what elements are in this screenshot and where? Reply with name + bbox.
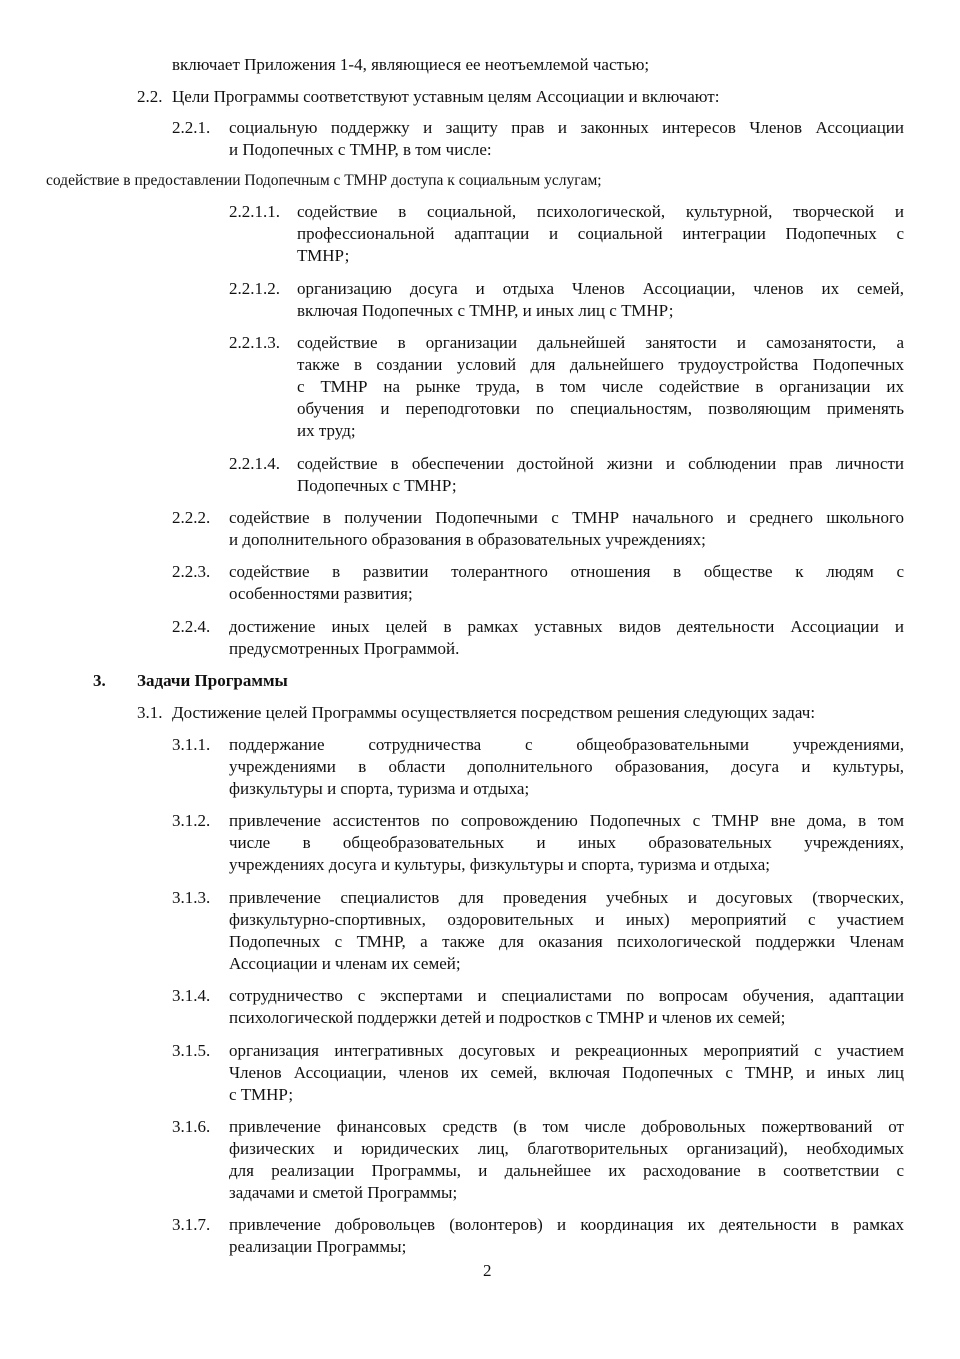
item-number: 2.2.1.3. [229, 333, 280, 352]
text-line: социальную поддержку и защиту прав и законных интересов Членов Ассоциации [229, 118, 904, 137]
item-2-2-1-text [229, 117, 904, 161]
item-number: 2.2.1. [172, 118, 211, 137]
item-3-1-5-text [229, 1040, 904, 1106]
section-3-number: 3. [93, 671, 106, 690]
text-line: также в создании условий для дальнейшего трудоустройства Подопечных [297, 355, 904, 374]
section-2-2-text: Цели Программы соответствуют уставным целям Ассоциации и включают: [172, 87, 720, 106]
item-number: 2.2.4. [172, 617, 211, 636]
text-line: привлечение финансовых средств (в том числе добровольных пожертвований от [229, 1117, 904, 1136]
text-line: физических и юридических лиц, благотворительных организаций), необходимых [229, 1139, 904, 1158]
text-line: учреждениях досуга и культуры, физкультуры и спорта, туризма и отдыха; [229, 855, 770, 874]
text-line: предусмотренных Программой. [229, 639, 460, 658]
item-number: 2.2.3. [172, 562, 211, 581]
item-3-1-1-text [229, 734, 904, 800]
intro-line: включает Приложения 1-4, являющиеся ее неотъемлемой частью; [172, 55, 650, 74]
item-number: 3.1.2. [172, 811, 211, 830]
text-line: привлечение добровольцев (волонтеров) и координация их деятельности в рамках [229, 1215, 904, 1234]
item-number: 3.1.1. [172, 735, 211, 754]
text-line: Ассоциации и членам их семей; [229, 954, 461, 973]
text-line: для реализации Программы, и дальнейшее их расходование в соответствии с [229, 1161, 904, 1180]
text-line: содействие в обеспечении достойной жизни и соблюдении прав личности [297, 454, 904, 473]
item-number: 3.1.3. [172, 888, 211, 907]
text-line: Членов Ассоциации, членов их семей, включая Подопечных с ТМНР, и иных лиц [229, 1063, 904, 1082]
text-line: числе в общеобразовательных и иных образовательных учреждениях, [229, 833, 904, 852]
text-line: достижение иных целей в рамках уставных видов деятельности Ассоциации и [229, 617, 904, 636]
text-line: Подопечных с ТМНР; [297, 476, 457, 495]
section-3-1-number: 3.1. [137, 703, 163, 722]
item-number: 3.1.7. [172, 1215, 211, 1234]
item-2-2-1-4-text [297, 453, 904, 497]
item-number: 3.1.6. [172, 1117, 211, 1136]
text-line: психологической поддержки детей и подростков с ТМНР и членов их семей; [229, 1008, 786, 1027]
item-number: 3.1.4. [172, 986, 211, 1005]
text-line: с ТМНР; [229, 1085, 294, 1104]
item-2-2-2-text [229, 507, 904, 551]
section-3-1-text: Достижение целей Программы осуществляется посредством решения следующих задач: [172, 703, 816, 722]
text-line: привлечение специалистов для проведения учебных и досуговых (творческих, [229, 888, 904, 907]
text-line: привлечение ассистентов по сопровождению Подопечных с ТМНР вне дома, в том [229, 811, 904, 830]
section-2-2-number: 2.2. [137, 87, 163, 106]
item-2-2-1-1-text [297, 201, 904, 267]
text-line: содействие в социальной, психологической, культурной, творческой и [297, 202, 904, 221]
text-line: обучения и переподготовки по специальностям, позволяющим применять [297, 399, 904, 418]
text-line: включая Подопечных с ТМНР, и иных лиц с ТМНР; [297, 301, 674, 320]
item-number: 2.2.1.4. [229, 454, 280, 473]
item-number: 2.2.2. [172, 508, 211, 527]
text-line: особенностями развития; [229, 584, 413, 603]
text-line: поддержание сотрудничества с общеобразовательными учреждениями, [229, 735, 904, 754]
unindented-line: содействие в предоставлении Подопечным с ТМНР доступа к социальным услугам; [46, 172, 602, 189]
page-number: 2 [483, 1261, 492, 1280]
text-line: содействие в организации дальнейшей занятости и самозанятости, а [297, 333, 904, 352]
text-line: и Подопечных с ТМНР, в том числе: [229, 140, 492, 159]
text-line: Подопечных с ТМНР, а также для оказания психологической поддержки Членам [229, 932, 904, 951]
item-3-1-7-text [229, 1214, 904, 1258]
item-number: 2.2.1.1. [229, 202, 280, 221]
text-line: ТМНР; [297, 246, 350, 265]
item-2-2-1-3-text [297, 332, 904, 442]
item-number: 2.2.1.2. [229, 279, 280, 298]
text-line: организация интегративных досуговых и рекреационных мероприятий с участием [229, 1041, 904, 1060]
item-3-1-4-text [229, 985, 904, 1029]
item-3-1-3-text [229, 887, 904, 975]
text-line: профессиональной адаптации и социальной интеграции Подопечных с [297, 224, 904, 243]
text-line: и дополнительного образования в образовательных учреждениях; [229, 530, 706, 549]
item-2-2-1-2-text [297, 278, 904, 322]
text-line: задачами и сметой Программы; [229, 1183, 458, 1202]
text-line: организацию досуга и отдыха Членов Ассоциации, членов их семей, [297, 279, 904, 298]
item-3-1-6-text [229, 1116, 904, 1204]
text-line: их труд; [297, 421, 356, 440]
section-3-title: Задачи Программы [137, 671, 288, 690]
text-line: с ТМНР на рынке труда, в том числе содействие в организации их [297, 377, 904, 396]
text-line: учреждениями в области дополнительного образования, досуга и культуры, [229, 757, 904, 776]
text-line: физкультуры и спорта, туризма и отдыха; [229, 779, 530, 798]
item-3-1-2-text [229, 810, 904, 876]
text-line: физкультурно-спортивных, оздоровительных и иных) мероприятий с участием [229, 910, 904, 929]
item-2-2-4-text [229, 616, 904, 660]
item-2-2-3-text [229, 561, 904, 605]
text-line: содействие в развитии толерантного отношения в обществе к людям с [229, 562, 904, 581]
item-number: 3.1.5. [172, 1041, 211, 1060]
text-line: сотрудничество с экспертами и специалистами по вопросам обучения, адаптации [229, 986, 904, 1005]
text-line: реализации Программы; [229, 1237, 407, 1256]
text-line: содействие в получении Подопечными с ТМНР начального и среднего школьного [229, 508, 904, 527]
